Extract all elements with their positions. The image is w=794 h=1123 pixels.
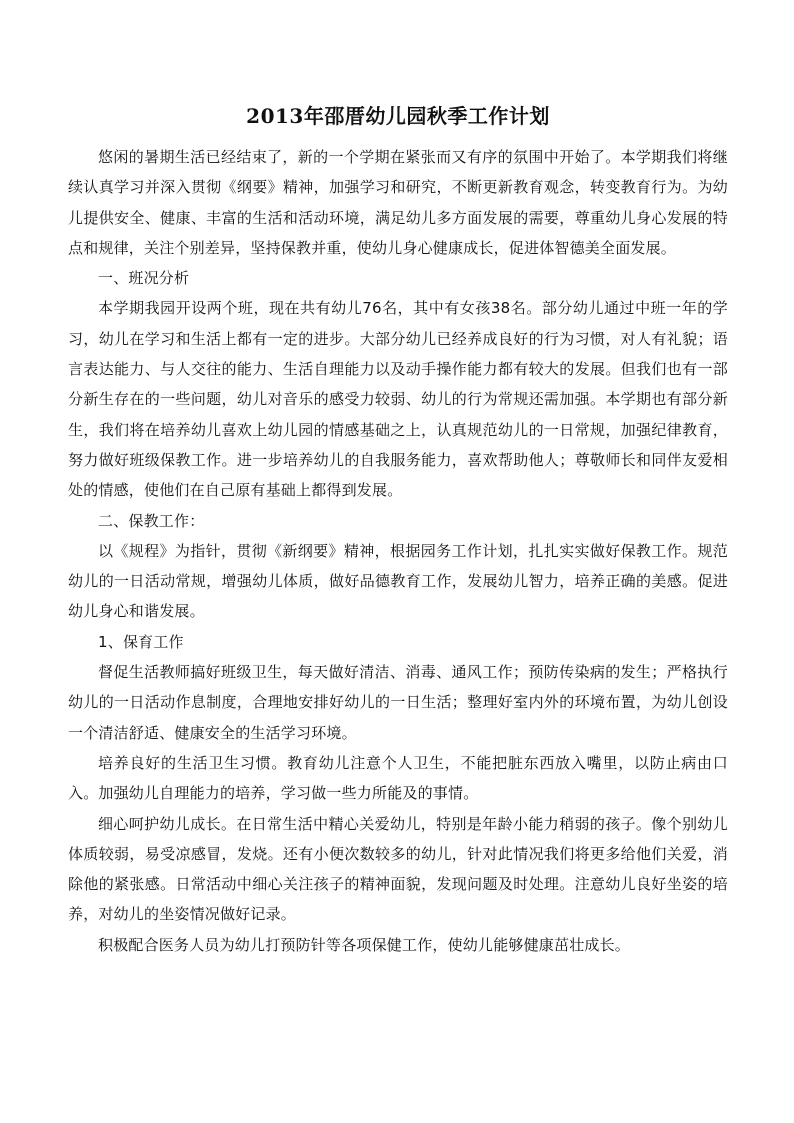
care-paragraph-attention: 细心呵护幼儿成长。在日常生活中精心关爱幼儿，特别是年龄小能力稍弱的孩子。像个别幼儿体质较弱，易受凉感冒，发烧。还有小便次数较多的幼儿，针对此情况我们将更多给他们关爱，消除他的紧张感。日常活动中细心关注孩子的精神面貌，发现问题及时处理。注意幼儿良好坐姿的培养，对幼儿的坐姿情况做好记录。: [68, 814, 728, 924]
subsection-heading-care-work: 1、保育工作: [98, 632, 184, 651]
document-page: [68, 100, 728, 960]
section-heading-care-education: 二、保教工作：: [98, 511, 205, 530]
care-paragraph-habits: 培养良好的生活卫生习惯。教育幼儿注意个人卫生，不能把脏东西放入嘴里，以防止病由口入。加强幼儿自理能力的培养，学习做一些力所能及的事情。: [68, 753, 728, 803]
care-education-paragraph: 以《规程》为指针，贯彻《新纲要》精神，根据园务工作计划，扎扎实实做好保教工作。规范幼儿的一日活动常规，增强幼儿体质，做好品德教育工作，发展幼儿智力，培养正确的美感。促进幼儿身心和谐发展。: [68, 541, 728, 621]
intro-paragraph: 悠闲的暑期生活已经结束了，新的一个学期在紧张而又有序的氛围中开始了。本学期我们将继续认真学习并深入贯彻《纲要》精神，加强学习和研究，不断更新教育观念，转变教育行为。为幼儿提供安全、健康、丰富的生活和活动环境，满足幼儿多方面发展的需要，尊重幼儿身心发展的特点和规律，关注个别差异，坚持保教并重，使幼儿身心健康成长，促进体智德美全面发展。: [68, 148, 728, 257]
care-paragraph-health: 积极配合医务人员为幼儿打预防针等各项保健工作，使幼儿能够健康茁壮成长。: [98, 935, 631, 954]
section-heading-class-analysis: 一、班况分析: [98, 269, 190, 288]
document-title: 2013年邵厝幼儿园秋季工作计划: [246, 104, 550, 128]
care-paragraph-hygiene: 督促生活教师搞好班级卫生，每天做好清洁、消毒、通风工作；预防传染病的发生；严格执行幼儿的一日活动作息制度，合理地安排好幼儿的一日生活；整理好室内外的环境布置，为幼儿创设一个清洁舒适、健康安全的生活学习环境。: [68, 663, 728, 742]
class-analysis-paragraph: 本学期我园开设两个班，现在共有幼儿76名，其中有女孩38名。部分幼儿通过中班一年的学习，幼儿在学习和生活上都有一定的进步。大部分幼儿已经养成良好的行为习惯，对人有礼貌；语言表达能力、与人交往的能力、生活自理能力以及动手操作能力都有较大的发展。但我们也有一部分新生存在的一些问题，幼儿对音乐的感受力较弱、幼儿的行为常规还需加强。本学期也有部分新生，我们将在培养幼儿喜欢上幼儿园的情感基础之上，认真规范幼儿的一日常规，加强纪律教育，努力做好班级保教工作。进一步培养幼儿的自我服务能力，喜欢帮助他人；尊敬师长和同伴友爱相处的情感，使他们在自己原有基础上都得到发展。: [68, 299, 728, 500]
